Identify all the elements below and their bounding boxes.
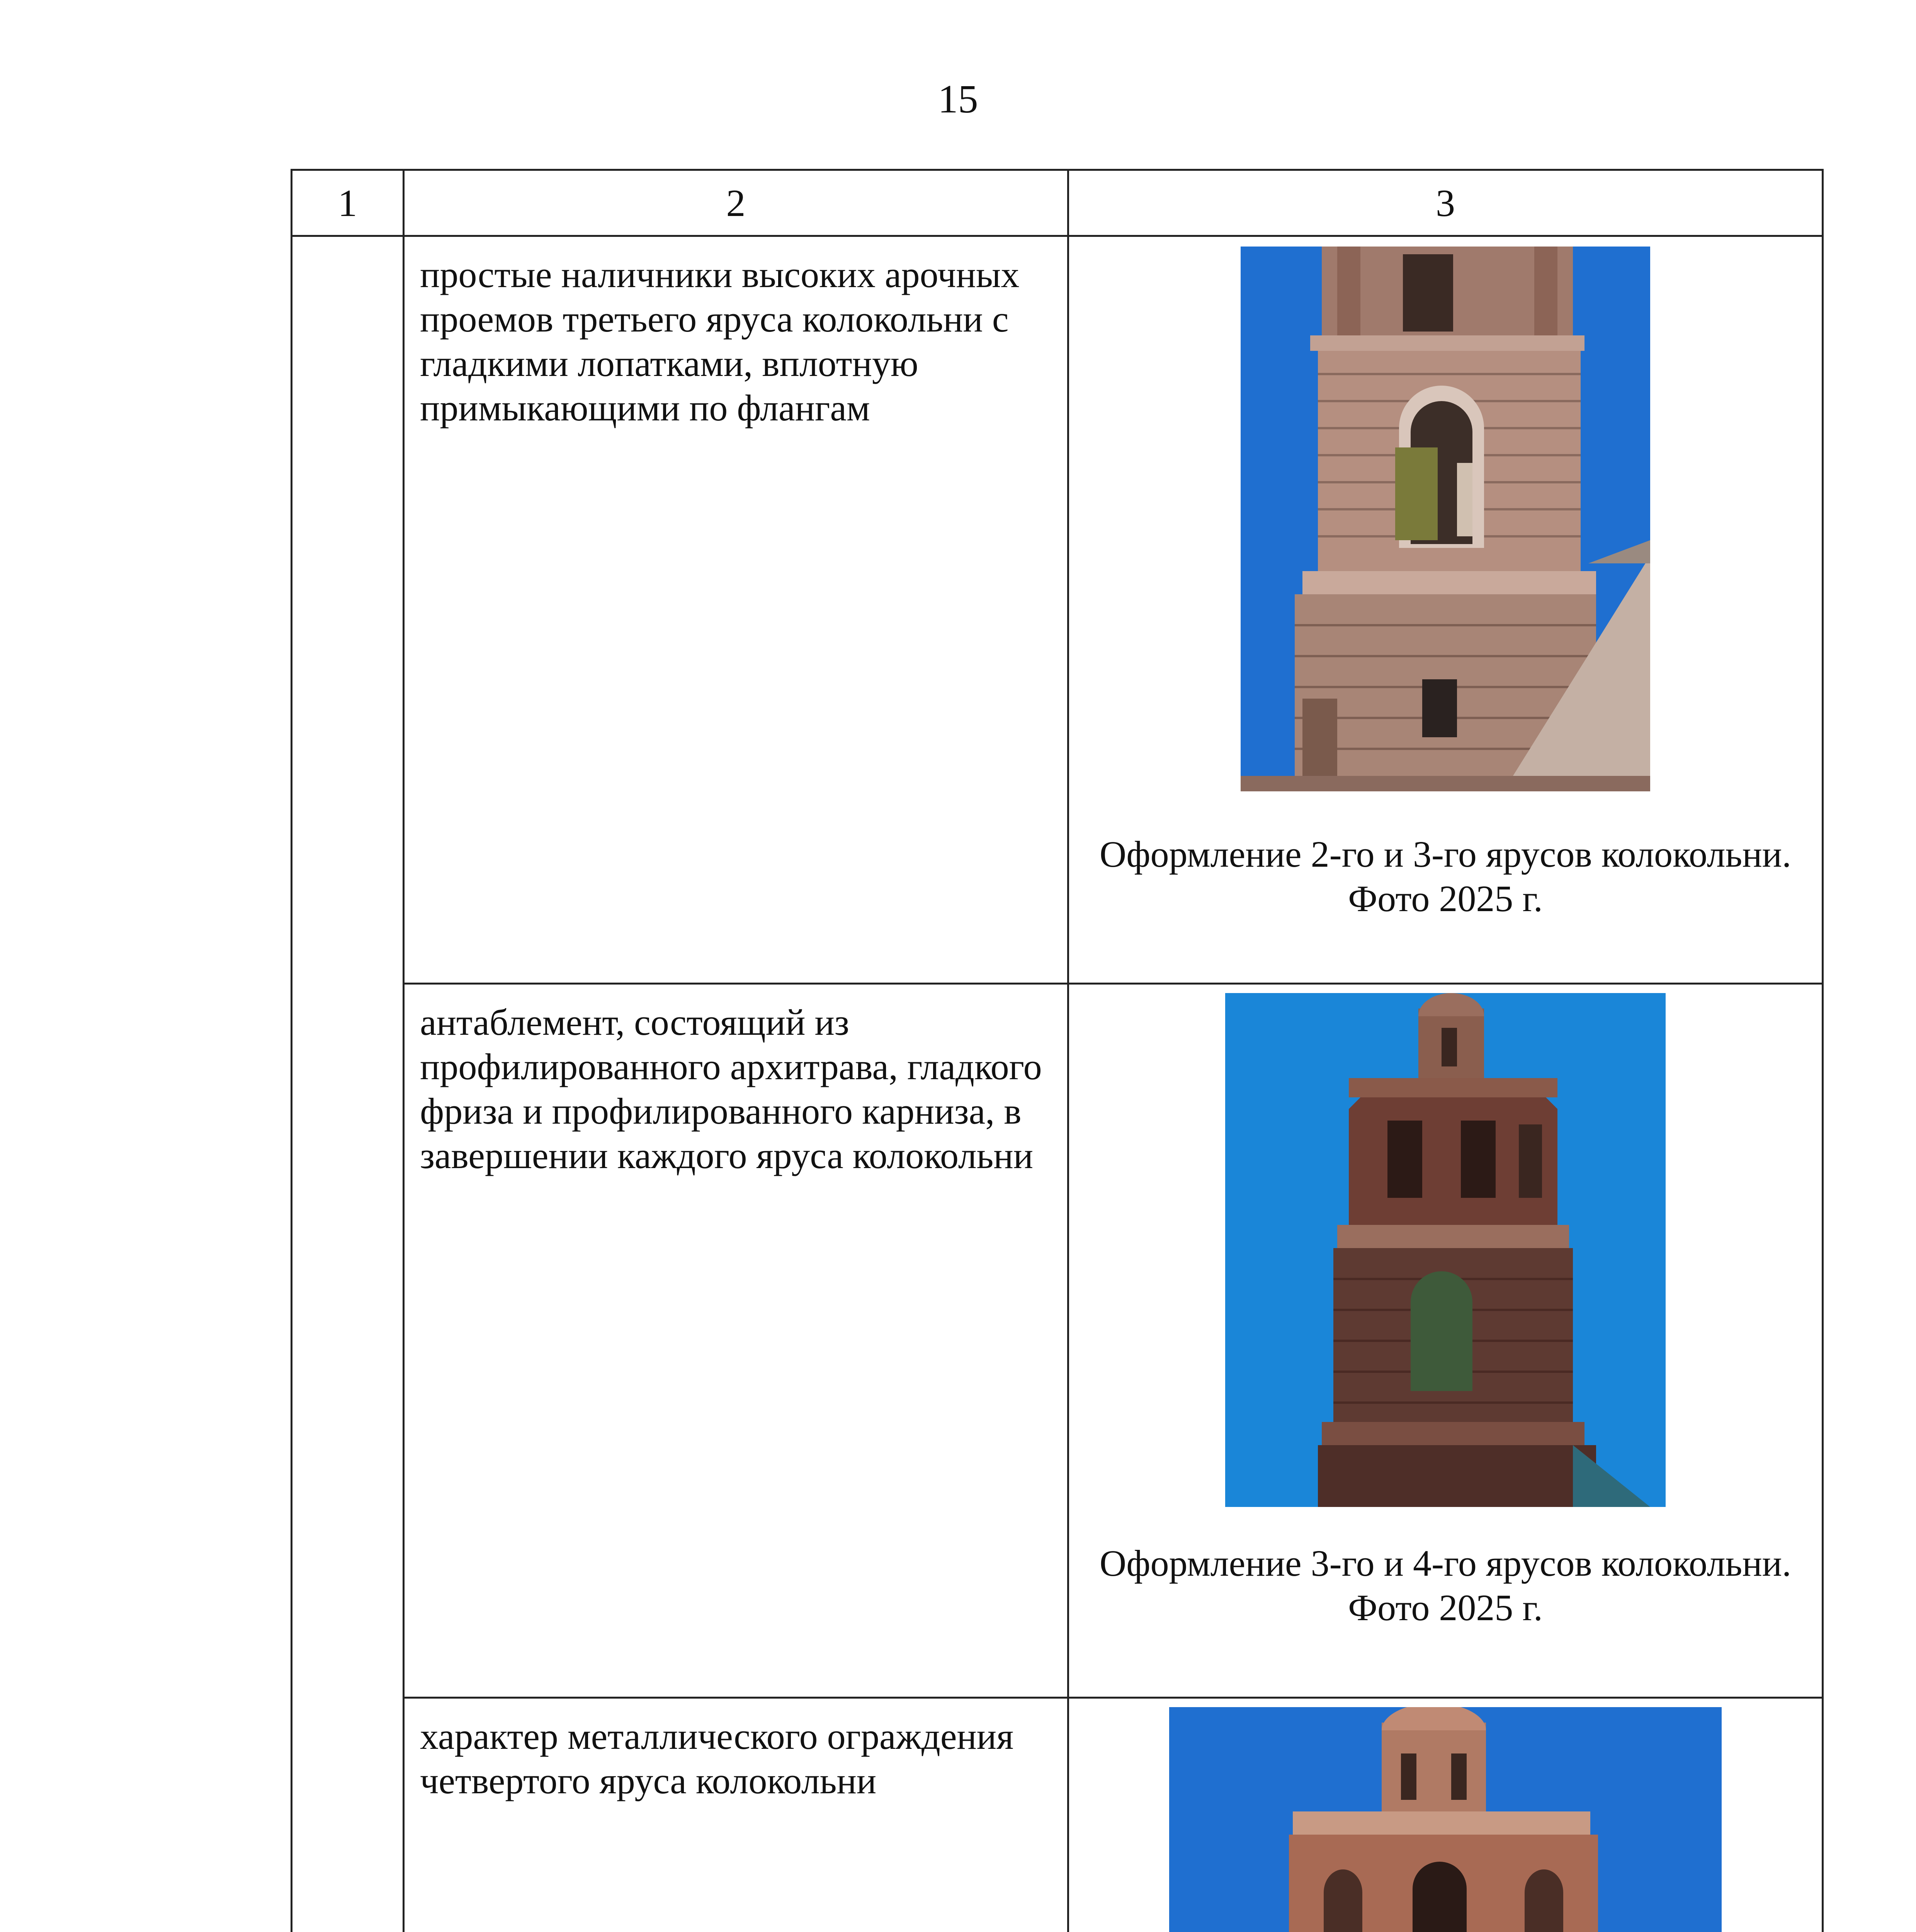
- photo-cell: [1068, 1698, 1823, 1932]
- description-cell: [404, 236, 1068, 984]
- index-cell: [292, 236, 404, 1932]
- feature-description: простые наличники высоких арочных проемов третьего яруса колокольни с гладкими лопатками, вплотную примыкающими по флангам: [420, 254, 1020, 429]
- page-number: 15: [938, 77, 978, 121]
- caption-date: Фото 2025 г.: [1348, 1587, 1543, 1628]
- bell-tower-photo: [1241, 247, 1650, 791]
- table-row: [292, 1698, 1823, 1932]
- photo-caption: [1069, 832, 1822, 921]
- header-col-2: 2: [404, 170, 1068, 236]
- description-cell: [404, 984, 1068, 1698]
- monument-features-table: [291, 169, 1824, 1932]
- description-cell: [404, 1698, 1068, 1932]
- table-row: [292, 236, 1823, 984]
- caption-title: Оформление 2-го и 3-го ярусов колокольни.: [1099, 833, 1792, 875]
- caption-date: Фото 2025 г.: [1348, 878, 1543, 919]
- table-row: [292, 984, 1823, 1698]
- caption-title: Оформление 3-го и 4-го ярусов колокольни.: [1099, 1543, 1792, 1584]
- header-col-1: 1: [292, 170, 404, 236]
- header-col-3: 3: [1068, 170, 1823, 236]
- feature-description: характер металлического ограждения четвертого яруса колокольни: [420, 1716, 1014, 1801]
- bell-tower-photo: [1169, 1707, 1722, 1932]
- photo-cell: [1068, 984, 1823, 1698]
- bell-tower-photo: [1225, 993, 1666, 1507]
- photo-caption: [1069, 1541, 1822, 1630]
- feature-description: антаблемент, состоящий из профилированного архитрава, гладкого фриза и профилированного карниза, в завершении каждого яруса колокольни: [420, 1002, 1042, 1176]
- table-header-row: [292, 170, 1823, 236]
- photo-cell: [1068, 236, 1823, 984]
